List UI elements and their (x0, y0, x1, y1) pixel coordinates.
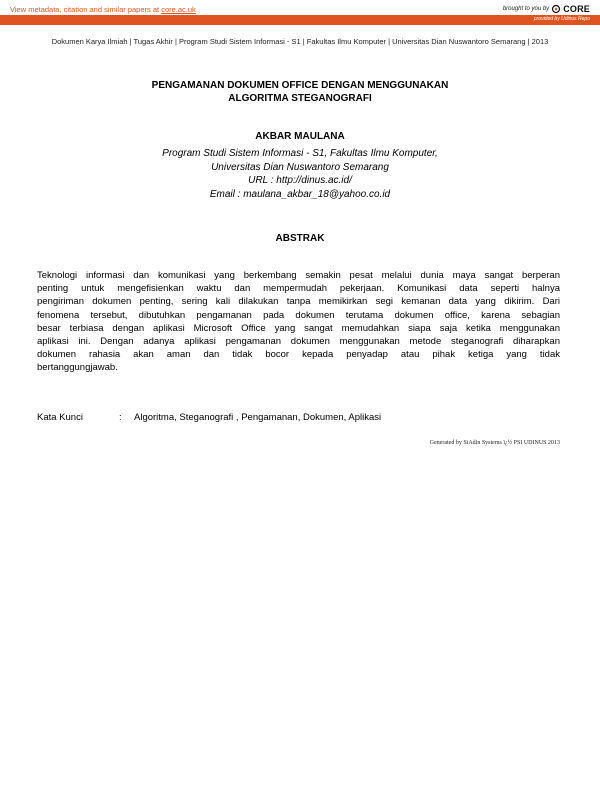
abstract-line: dokumen rahasia akan aman dan tidak bocor kepada penyadap atau pihak ketiga yang tidak (37, 349, 560, 361)
abstract-body (37, 269, 560, 375)
abstract-line: fenomena tersebut, dibutuhkan pengamanan pada dokumen terutama dokumen office, karena sebagian (37, 309, 560, 321)
generated-note: Generated by SiAdin Systems ï¿½ PSI UDINUS 2013 (429, 440, 560, 446)
core-metadata-label: View metadata, citation and similar papers at (10, 5, 160, 14)
paper-title-line-2: ALGORITMA STEGANOGRAFI (228, 93, 372, 104)
affiliation-email: Email : maulana_akbar_18@yahoo.co.id (209, 188, 391, 200)
keywords (37, 412, 560, 423)
core-logo-icon (551, 4, 561, 14)
author-affiliation (0, 147, 600, 201)
author-name: AKBAR MAULANA (255, 131, 345, 142)
core-banner (0, 0, 600, 27)
abstract-line: penting untuk mengefisienkan waktu dan mempermudah pekerjaan. Komunikasi data seperti halnya (37, 283, 560, 295)
abstract-heading: ABSTRAK (275, 233, 325, 244)
core-brought-label: brought to you by (502, 6, 550, 12)
core-metadata-text (10, 5, 196, 14)
abstract-line: besar terbiasa dengan aplikasi Microsoft Office yang sangat memudahkan siapa saja ketika menggunakan (37, 322, 560, 334)
running-head: Dokumen Karya Ilmiah | Tugas Akhir | Program Studi Sistem Informasi - S1 | Fakultas Ilmu Komputer | Universitas Dian Nuswantoro Semarang | 2013 (51, 37, 549, 46)
core-brought-by[interactable] (503, 4, 590, 14)
affiliation-url: URL : http://dinus.ac.id/ (248, 175, 352, 186)
paper-title-line-1: PENGAMANAN DOKUMEN OFFICE DENGAN MENGGUNAKAN (151, 80, 449, 91)
core-link[interactable]: core.ac.uk (161, 5, 196, 14)
abstract-line: aplikasi ini. Dengan adanya aplikasi pengamanan dokumen menggunakan metode steganografi diharapkan (37, 336, 560, 348)
keywords-label: Kata Kunci (37, 412, 83, 423)
keywords-value: Algoritma, Steganografi , Pengamanan, Dokumen, Aplikasi (134, 412, 382, 423)
core-provided-by: provided by Udinus Repo (533, 16, 590, 22)
affiliation-university: Universitas Dian Nuswantoro Semarang (211, 161, 389, 173)
abstract-line: pengiriman dokumen penting, sering kali dilakukan tanpa memikirkan segi kemanan data yang dikirim. Dari (37, 296, 560, 308)
core-accent-strip (0, 15, 600, 25)
core-logo-text: CORE (563, 4, 590, 14)
keywords-colon: : (119, 412, 122, 423)
affiliation-program: Program Studi Sistem Informasi - S1, Fakultas Ilmu Komputer, (162, 148, 438, 159)
abstract-line: Teknologi informasi dan komunikasi yang berkembang semakin pesat melalui dunia maya sangat berperan (37, 270, 560, 281)
abstract-line: bertanggungjawab. (37, 362, 118, 374)
paper-title (0, 79, 600, 105)
